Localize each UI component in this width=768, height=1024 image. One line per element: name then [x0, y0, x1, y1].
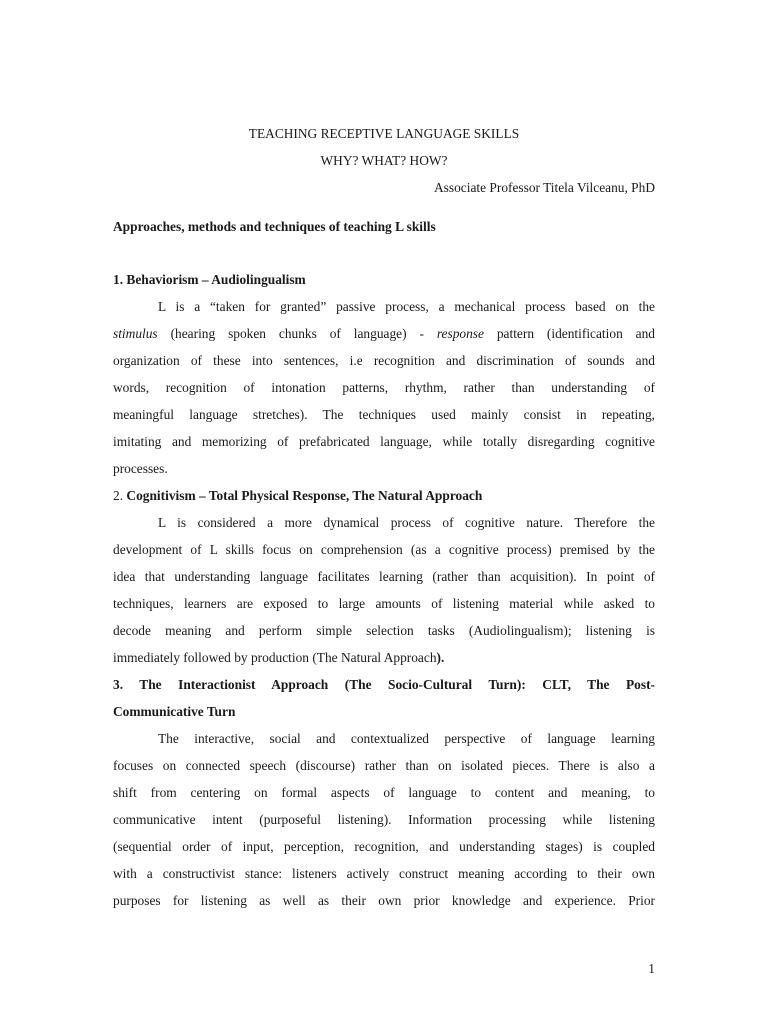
section-2-heading: [113, 482, 655, 509]
paragraph-line: The interactive, social and contextualized perspective of language learning: [158, 731, 655, 746]
paragraph-line: processes.: [113, 461, 168, 476]
document-subtitle: WHY? WHAT? HOW?: [320, 153, 448, 168]
paragraph-line: shift from centering on formal aspects of language to content and meaning, to: [113, 785, 655, 800]
paragraph-fragment: pattern (identification and: [496, 326, 655, 341]
title-block: [113, 120, 655, 201]
italic-term-stimulus: stimulus: [113, 326, 158, 341]
paragraph-line: (sequential order of input, perception, recognition, and understanding stages) is coupled: [113, 839, 655, 854]
paragraph-line: decode meaning and perform simple selection tasks (Audiolingualism); listening is: [113, 623, 655, 638]
document-body: [113, 213, 655, 914]
section-2-number: 2.: [113, 488, 124, 503]
paragraph-line: development of L skills focus on comprehension (as a cognitive process) premised by the: [113, 542, 655, 557]
bold-closing: ).: [436, 650, 445, 665]
section-3-heading: 3. The Interactionist Approach (The Socio-Cultural Turn): CLT, The Post-: [113, 677, 655, 692]
paragraph-fragment: (hearing spoken chunks of language) -: [170, 326, 424, 341]
paragraph-line: [113, 320, 655, 347]
paragraph-fragment: immediately followed by production (The Natural Approach: [113, 650, 437, 665]
main-heading: Approaches, methods and techniques of teaching L skills: [113, 219, 436, 234]
paragraph-line: communicative intent (purposeful listening). Information processing while listening: [113, 812, 655, 827]
paragraph-line: with a constructivist stance: listeners actively construct meaning according to their own: [113, 866, 655, 881]
paragraph-line: focuses on connected speech (discourse) rather than on isolated pieces. There is also a: [113, 758, 655, 773]
section-3-paragraph: [113, 725, 655, 914]
section-1-heading: 1. Behaviorism – Audiolingualism: [113, 272, 306, 287]
paragraph-line: purposes for listening as well as their own prior knowledge and experience. Prior: [113, 893, 655, 908]
paragraph-line: organization of these into sentences, i.e recognition and discrimination of sounds and: [113, 353, 655, 368]
section-2-title: Cognitivism – Total Physical Response, The Natural Approach: [126, 488, 483, 503]
paragraph-line: techniques, learners are exposed to large amounts of listening material while asked to: [113, 596, 655, 611]
italic-term-response: response: [436, 326, 484, 341]
paragraph-line: L is considered a more dynamical process of cognitive nature. Therefore the: [158, 515, 655, 530]
section-1-paragraph: [113, 293, 655, 482]
author-line: Associate Professor Titela Vilceanu, PhD: [434, 180, 655, 195]
page-number: 1: [648, 961, 655, 976]
paragraph-line: [113, 644, 655, 671]
section-3-heading-continued: Communicative Turn: [113, 704, 236, 719]
paragraph-line: idea that understanding language facilitates learning (rather than acquisition). In point of: [113, 569, 655, 584]
paragraph-line: words, recognition of intonation patterns, rhythm, rather than understanding of: [113, 380, 655, 395]
document-title: TEACHING RECEPTIVE LANGUAGE SKILLS: [248, 126, 520, 141]
paragraph-line: L is a “taken for granted” passive process, a mechanical process based on the: [158, 299, 655, 314]
paragraph-line: imitating and memorizing of prefabricated language, while totally disregarding cognitive: [113, 434, 655, 449]
paragraph-line: meaningful language stretches). The techniques used mainly consist in repeating,: [113, 407, 655, 422]
section-2-paragraph: [113, 509, 655, 671]
